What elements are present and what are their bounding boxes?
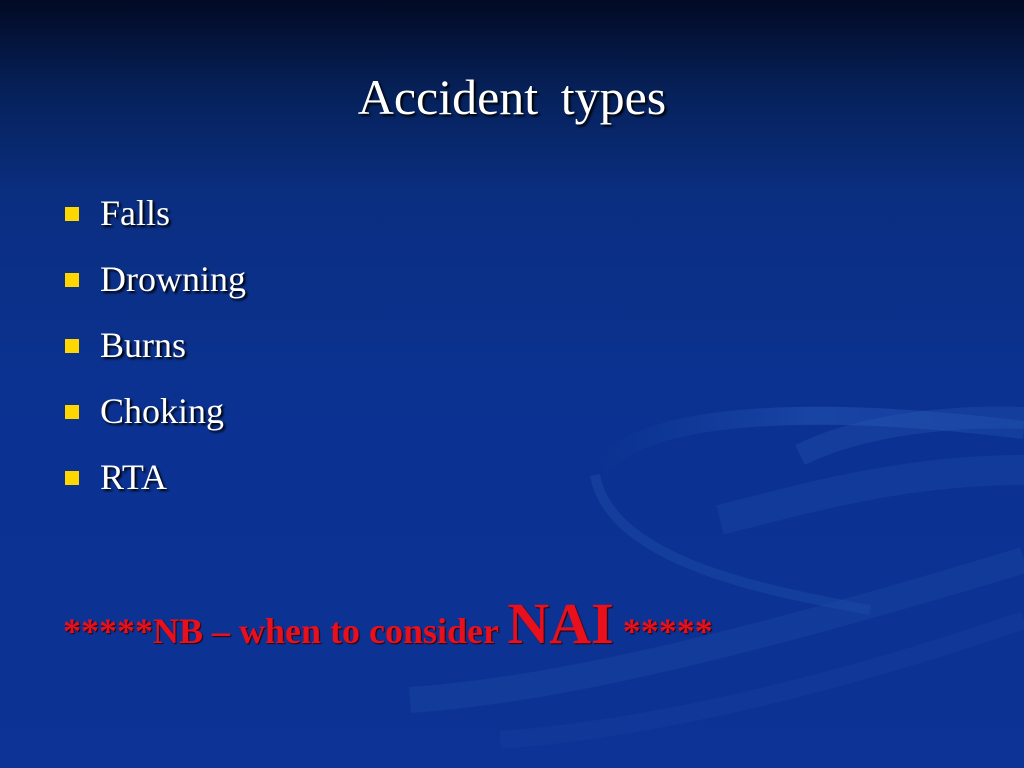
nb-note [63,586,713,669]
square-bullet-icon [65,471,79,485]
list-item [64,246,246,312]
bullet-label: Falls [100,193,171,233]
square-bullet-icon [65,339,79,353]
list-item [64,312,246,378]
bullet-label: RTA [100,457,167,497]
bullet-label: Drowning [100,259,246,299]
square-bullet-icon [65,273,79,287]
slide-title: Accident types [357,69,667,125]
bullet-label: Choking [100,391,225,431]
list-item [64,444,246,510]
square-bullet-icon [65,405,79,419]
list-item [64,180,246,246]
nb-note-suffix: ***** [613,611,713,651]
bullet-list [64,180,246,510]
nb-note-emphasis: NAI [507,591,614,656]
bullet-label: Burns [100,325,187,365]
square-bullet-icon [65,207,79,221]
nb-note-prefix: *****NB – when to consider [63,611,508,651]
list-item [64,378,246,444]
